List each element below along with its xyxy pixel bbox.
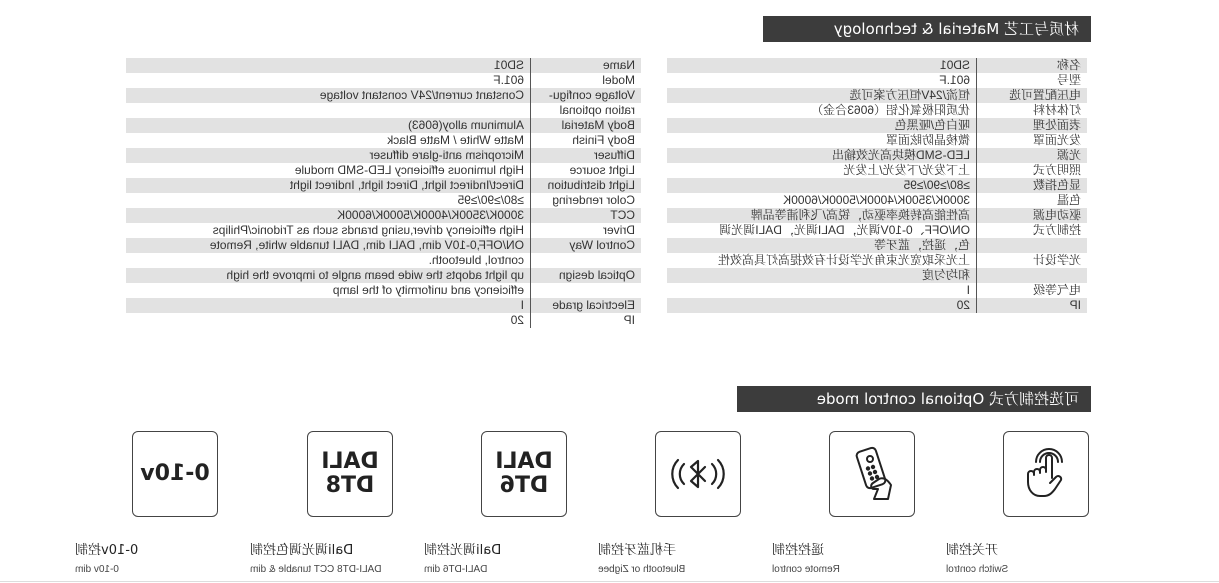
spec-cn-label: 光源 xyxy=(977,148,1088,163)
spec-en-row xyxy=(126,223,641,238)
spec-cn-value: I xyxy=(667,283,977,298)
mode-switch-en: Switch control xyxy=(946,564,1009,575)
spec-en-row xyxy=(126,148,641,163)
spec-en-value: I xyxy=(126,298,531,313)
spec-en-row xyxy=(126,193,641,208)
spec-cn-label: 表面处理 xyxy=(977,118,1088,133)
spec-table-chinese xyxy=(667,58,1087,313)
spec-en-label: CCT xyxy=(531,208,642,223)
spec-cn-value: 色，遥控，蓝牙等 xyxy=(667,238,977,253)
spec-cn-label: 控制方式 xyxy=(977,223,1088,238)
spec-en-label: Color rendering xyxy=(531,193,642,208)
spec-cn-row xyxy=(667,58,1087,73)
spec-cn-row xyxy=(667,193,1087,208)
spec-cn-label: 驱动电源 xyxy=(977,208,1088,223)
spec-cn-label xyxy=(977,238,1088,253)
spec-cn-row xyxy=(667,118,1087,133)
spec-en-label: Diffuser xyxy=(531,148,642,163)
spec-cn-label: IP xyxy=(977,298,1088,313)
dali-dt8-icon xyxy=(307,431,393,517)
spec-cn-row xyxy=(667,88,1087,103)
spec-cn-row xyxy=(667,268,1087,283)
spec-en-value: control, bluetooth. xyxy=(126,253,531,268)
spec-en-row xyxy=(126,58,641,73)
spec-cn-label: 型号 xyxy=(977,73,1088,88)
spec-en-label: Voltage configu- xyxy=(531,88,642,103)
spec-en-label: Body Finish xyxy=(531,133,642,148)
spec-cn-value: 20 xyxy=(667,298,977,313)
spec-en-value: 601.F xyxy=(126,73,531,88)
spec-en-row xyxy=(126,268,641,283)
spec-en-label: Light distribution xyxy=(531,178,642,193)
spec-en-value: High efficiency driver,using brands such as Tridonic/Philips xyxy=(126,223,531,238)
spec-en-row xyxy=(126,178,641,193)
mode-dali-dt6 xyxy=(424,431,569,577)
spec-en-row xyxy=(126,133,641,148)
spec-cn-row xyxy=(667,73,1087,88)
spec-cn-value: 高性能高转换率驱动，锐高/飞利浦等品牌 xyxy=(667,208,977,223)
spec-en-value: 3000K/3500K/4000K/5000K/6000K xyxy=(126,208,531,223)
spec-en-row xyxy=(126,103,641,118)
mode-dali-dt6-cn: Dali调光控制 xyxy=(424,543,502,558)
spec-en-row xyxy=(126,208,641,223)
mode-switch xyxy=(946,431,1091,577)
spec-cn-value: 3000K/3500K/4000K/5000K/6000K xyxy=(667,193,977,208)
spec-en-label: Optical design xyxy=(531,268,642,283)
mode-dali-dt8 xyxy=(250,431,395,577)
spec-cn-row xyxy=(667,238,1087,253)
spec-en-label: Control Way xyxy=(531,238,642,253)
spec-table-english xyxy=(126,58,641,328)
mode-0-10v-en: 0-10v dim xyxy=(75,564,119,575)
spec-cn-label: 电压配置可选 xyxy=(977,88,1088,103)
spec-cn-value: 优质阳极氧化铝（6063合金） xyxy=(667,103,977,118)
mode-switch-cn: 开关控制 xyxy=(946,543,999,558)
spec-en-label: Model xyxy=(531,73,642,88)
spec-cn-label: 发光面罩 xyxy=(977,133,1088,148)
spec-cn-value: SD01 xyxy=(667,58,977,73)
remote-control-icon xyxy=(829,431,915,517)
spec-en-label: IP xyxy=(531,313,642,328)
spec-cn-label: 光学设计 xyxy=(977,253,1088,268)
mode-bluetooth xyxy=(598,431,743,577)
spec-en-value: up light adopts the wide beam angle to improve the high xyxy=(126,268,531,283)
dali-dt6-icon xyxy=(481,431,567,517)
spec-en-label: Body Material xyxy=(531,118,642,133)
spec-en-value: ≥80/≥90/≥95 xyxy=(126,193,531,208)
spec-en-row xyxy=(126,298,641,313)
spec-en-row xyxy=(126,88,641,103)
mode-0-10v-cn: 0-10v控制 xyxy=(75,543,139,558)
spec-en-value: SD01 xyxy=(126,58,531,73)
bottom-divider xyxy=(0,581,1219,582)
spec-en-label: Driver xyxy=(531,223,642,238)
spec-en-label: ration optional xyxy=(531,103,642,118)
spec-en-value: Constant current/24V constant voltage xyxy=(126,88,531,103)
spec-cn-row xyxy=(667,298,1087,313)
spec-cn-row xyxy=(667,208,1087,223)
spec-cn-label: 灯体材料 xyxy=(977,103,1088,118)
spec-en-row xyxy=(126,238,641,253)
section-title-material: 材质与工艺 Material & technology xyxy=(763,16,1091,42)
zero-ten-volt-text: 0-10v xyxy=(140,461,210,486)
switch-touch-icon xyxy=(1003,431,1089,517)
spec-cn-row xyxy=(667,178,1087,193)
mode-remote xyxy=(772,431,917,577)
spec-cn-label xyxy=(977,268,1088,283)
spec-en-label: Light source xyxy=(531,163,642,178)
mode-bluetooth-en: Bluetooth or Zigbee xyxy=(598,564,686,575)
mode-bluetooth-cn: 手机蓝牙控制 xyxy=(598,543,677,558)
spec-cn-row xyxy=(667,148,1087,163)
spec-cn-row xyxy=(667,163,1087,178)
spec-cn-row xyxy=(667,253,1087,268)
zero-ten-volt-icon xyxy=(132,431,218,517)
dali-dt6-text: DALI DT6 xyxy=(495,449,553,498)
spec-en-row xyxy=(126,313,641,328)
spec-en-value: Microprism anti-glare diffuser xyxy=(126,148,531,163)
mode-0-10v xyxy=(75,431,220,577)
spec-cn-label: 名称 xyxy=(977,58,1088,73)
spec-cn-value: ON/OFF、0-10V调光，DALI调光，DALI调光调 xyxy=(667,223,977,238)
spec-en-value: Matte White / Matte Black xyxy=(126,133,531,148)
mode-remote-en: Remote control xyxy=(772,564,840,575)
mode-dali-dt8-en: DALI-DT8 CCT tunable & dim xyxy=(250,564,382,575)
mode-dali-dt8-cn: Dali调光调色控制 xyxy=(250,543,354,558)
spec-cn-value: 上下发光/下发光/上发光 xyxy=(667,163,977,178)
spec-cn-value: 601.F xyxy=(667,73,977,88)
spec-cn-value: 微棱晶防眩面罩 xyxy=(667,133,977,148)
spec-cn-label: 电气等级 xyxy=(977,283,1088,298)
spec-en-value: High luminous efficiency LED-SMD module xyxy=(126,163,531,178)
spec-en-row xyxy=(126,73,641,88)
bluetooth-icon xyxy=(655,431,741,517)
mode-dali-dt6-en: DALI-DT6 dim xyxy=(424,564,488,575)
spec-cn-row xyxy=(667,103,1087,118)
spec-en-value xyxy=(126,103,531,118)
spec-en-label xyxy=(531,283,642,298)
spec-en-label xyxy=(531,253,642,268)
spec-en-row xyxy=(126,163,641,178)
spec-en-value: ON/OFF,0-10V dim, DALI dim, DALI tunable white, Remote xyxy=(126,238,531,253)
spec-cn-row xyxy=(667,283,1087,298)
mode-remote-cn: 遥控控制 xyxy=(772,543,825,558)
spec-en-value: 20 xyxy=(126,313,531,328)
spec-cn-row xyxy=(667,223,1087,238)
section-title-control-mode: 可选控制方式 Optional control mode xyxy=(737,386,1091,412)
spec-cn-value: 和均匀度 xyxy=(667,268,977,283)
spec-en-label: Electrical grade xyxy=(531,298,642,313)
spec-cn-row xyxy=(667,133,1087,148)
dali-dt8-text: DALI DT8 xyxy=(321,449,379,498)
spec-cn-value: LED-SMD模块高光效输出 xyxy=(667,148,977,163)
spec-cn-value: 恒流/24V恒压方案可选 xyxy=(667,88,977,103)
spec-cn-label: 显色指数 xyxy=(977,178,1088,193)
spec-en-label: Name xyxy=(531,58,642,73)
spec-en-row xyxy=(126,253,641,268)
spec-cn-value: 哑白色/哑黑色 xyxy=(667,118,977,133)
spec-cn-label: 色温 xyxy=(977,193,1088,208)
spec-cn-value: ≥80/≥90/≥95 xyxy=(667,178,977,193)
spec-en-value: efficiency and uniformity of the lamp xyxy=(126,283,531,298)
spec-en-value: Direct/Indirect light, Direct light, Indirect light xyxy=(126,178,531,193)
spec-en-row xyxy=(126,118,641,133)
spec-cn-value: 上光采取宽光束角光学设计有效提高灯具高效性 xyxy=(667,253,977,268)
spec-en-row xyxy=(126,283,641,298)
spec-cn-label: 照明方式 xyxy=(977,163,1088,178)
spec-en-value: Aluminum alloy(6063) xyxy=(126,118,531,133)
